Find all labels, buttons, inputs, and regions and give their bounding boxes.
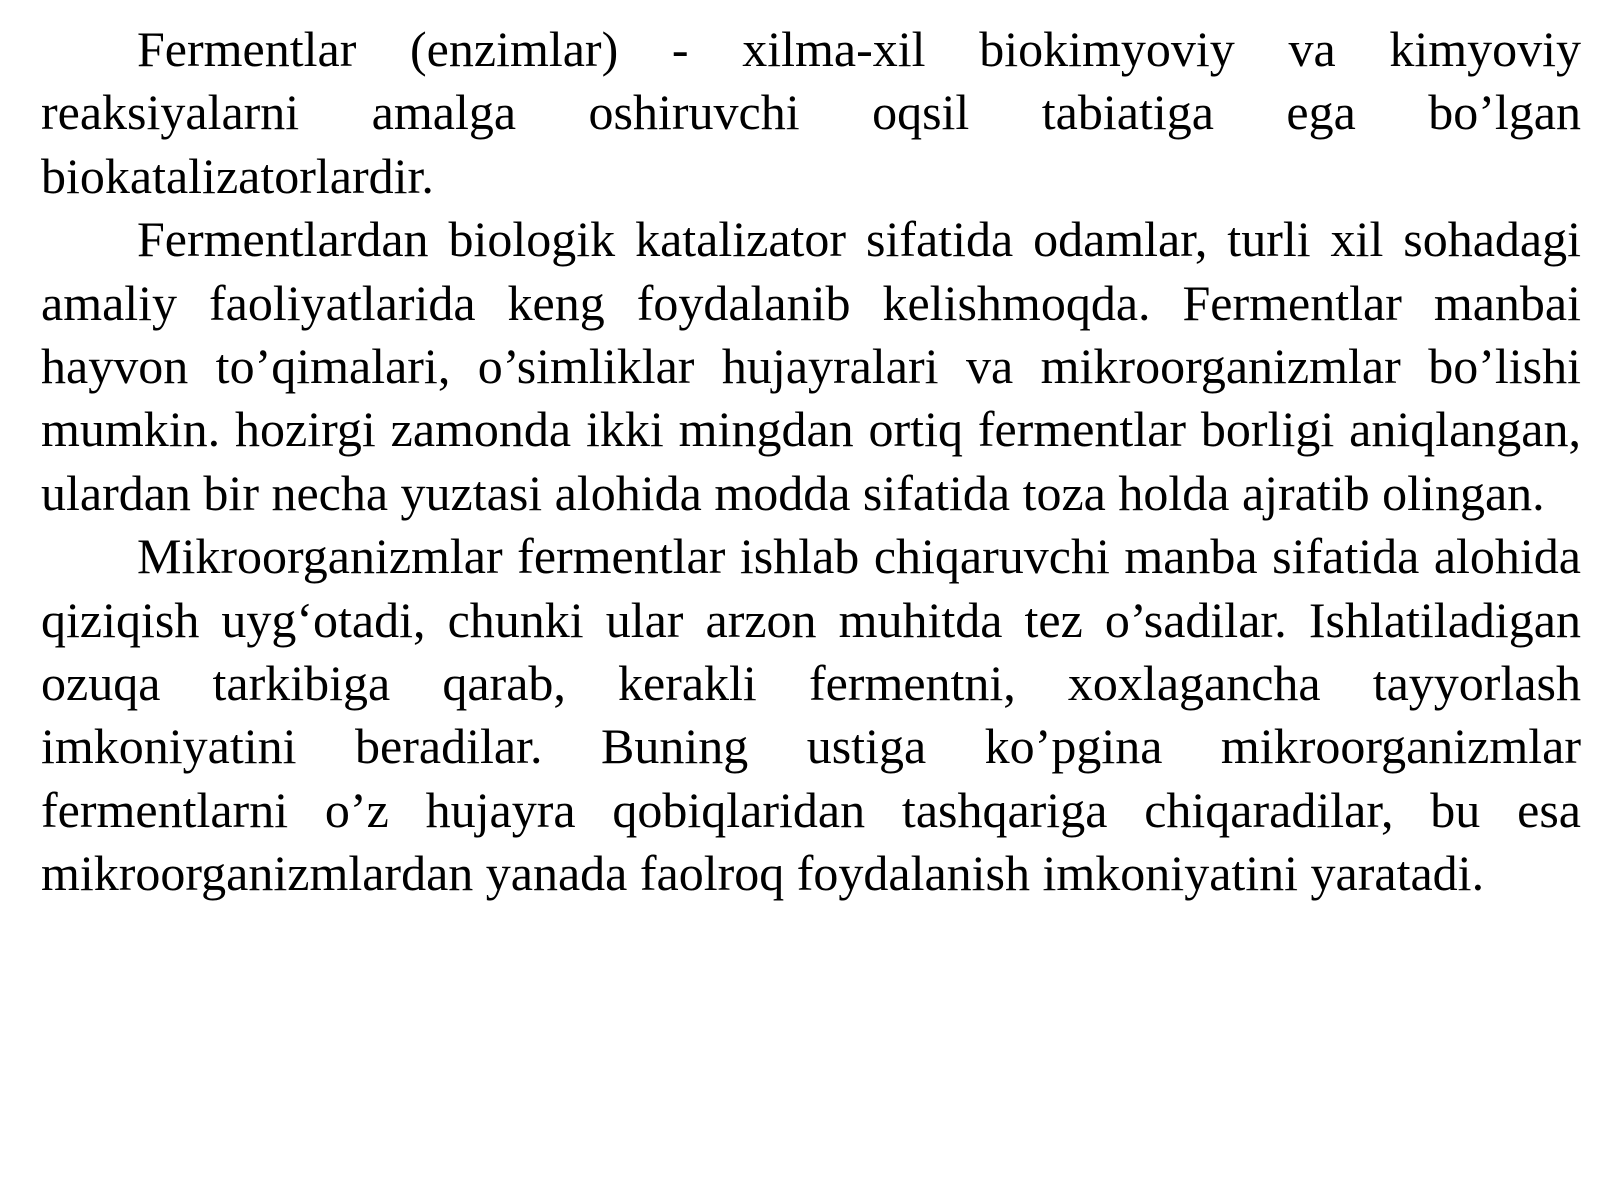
paragraph-enzyme-sources: Fermentlardan biologik katalizator sifatida odamlar, turli xil sohadagi amaliy faoliyatlarida keng foydalanib kelishmoqda. Fermentlar manbai hayvon to’qimalari, o’simliklar hujayralari va mikroorganizmlar bo’lishi mumkin. hozirgi zamonda ikki mingdan ortiq fermentlar borligi aniqlangan, ulardan bir necha yuztasi alohida modda sifatida toza holda ajratib olingan. <box>41 211 1581 521</box>
document-body <box>41 18 1581 906</box>
paragraph-microorganism-producers: Mikroorganizmlar fermentlar ishlab chiqaruvchi manba sifatida alohida qiziqish uyg‘otadi, chunki ular arzon muhitda tez o’sadilar. Ishlatiladigan ozuqa tarkibiga qarab, kerakli fermentni, xoxlagancha tayyorlash imkoniyatini beradilar. Buning ustiga ko’pgina mikroorganizmlar fermentlarni o’z hujayra qobiqlaridan tashqariga chiqaradilar, bu esa mikroorganizmlardan yanada faolroq foydalanish imkoniyatini yaratadi. <box>41 528 1581 902</box>
paragraph-enzymes-definition: Fermentlar (enzimlar) - xilma-xil biokimyoviy va kimyoviy reaksiyalarni amalga oshiruvchi oqsil tabiatiga ega bo’lgan biokatalizatorlardir. <box>41 21 1581 204</box>
